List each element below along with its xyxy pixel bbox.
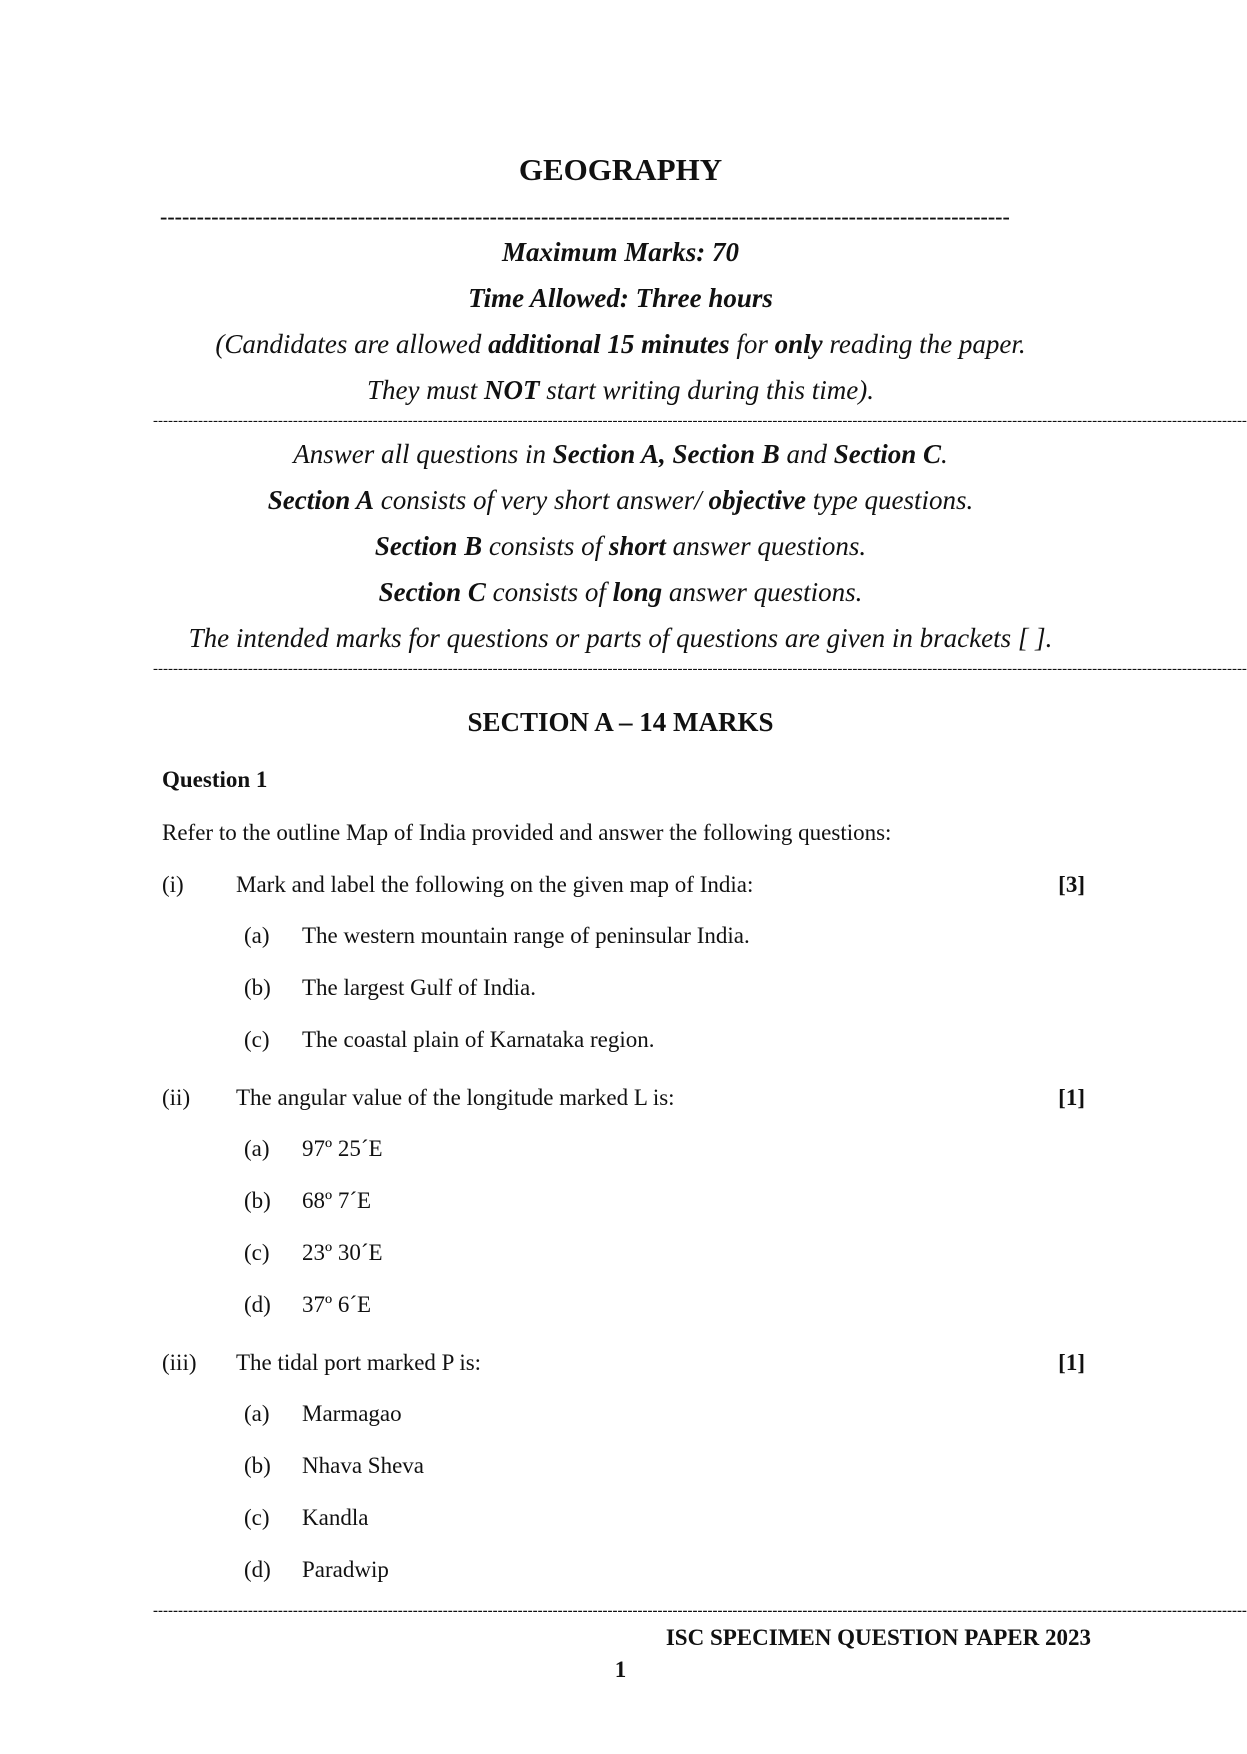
instruction-section-b [0, 528, 1241, 564]
reading-note-part: for [729, 329, 775, 359]
instruction-part: . [941, 439, 948, 469]
writing-note-part: They must [366, 375, 484, 405]
part-marks: [3] [1058, 872, 1085, 897]
option-label: (d) [244, 1292, 271, 1317]
instruction-part: consists of [485, 577, 613, 607]
option-text: Nhava Sheva [302, 1453, 424, 1478]
instruction-bold: Section A, Section B [552, 439, 780, 469]
option-text: 37º 6´E [302, 1292, 372, 1317]
instruction-section-c [0, 574, 1241, 610]
instruction-section-a [0, 482, 1241, 518]
option-label: (b) [244, 1453, 271, 1478]
option-text: 68º 7´E [302, 1188, 372, 1213]
option-label: (c) [244, 1505, 270, 1530]
instruction-part: type questions. [805, 485, 974, 515]
page-number: 1 [614, 1657, 627, 1682]
instruction-part: consists of very short answer/ [374, 485, 709, 515]
option-label: (a) [244, 923, 270, 948]
reading-note [0, 326, 1241, 362]
divider-thin-1: --------------------------------------------------------------------------------------------------------------------------------------------------------------------------------------------------------------------------- [153, 413, 1247, 429]
instruction-part: answer questions. [665, 531, 867, 561]
option-label: (c) [244, 1027, 270, 1052]
option-text: 97º 25´E [302, 1136, 383, 1161]
instruction-answer-all [0, 436, 1241, 472]
instruction-part: and [779, 439, 834, 469]
reading-note-part: (Candidates are allowed [215, 329, 489, 359]
instruction-bold: objective [708, 485, 806, 515]
instruction-bold: Section A [267, 485, 375, 515]
part-number: (ii) [162, 1085, 191, 1110]
option-label: (b) [244, 975, 271, 1000]
reading-note-part: reading the paper. [822, 329, 1026, 359]
option-text: The coastal plain of Karnataka region. [302, 1027, 655, 1052]
part-marks: [1] [1058, 1085, 1085, 1110]
part-text: The tidal port marked P is: [236, 1350, 482, 1375]
time-allowed: Time Allowed: Three hours [468, 283, 773, 313]
option-text: The largest Gulf of India. [302, 975, 536, 1000]
option-label: (b) [244, 1188, 271, 1213]
option-text: The western mountain range of peninsular India. [302, 923, 750, 948]
instruction-bold: Section B [374, 531, 483, 561]
divider-bold: -------------------------------------------------------------------------------------------------------------------- [160, 204, 1010, 229]
instruction-bold: Section C [833, 439, 942, 469]
writing-note-bold: NOT [483, 375, 540, 405]
writing-note [0, 372, 1241, 408]
option-label: (c) [244, 1240, 270, 1265]
instruction-marks-note: The intended marks for questions or parts of questions are given in brackets [ ]. [188, 623, 1053, 653]
part-text: The angular value of the longitude marked L is: [236, 1085, 675, 1110]
question-title: Question 1 [162, 767, 268, 792]
instruction-part: consists of [482, 531, 609, 561]
option-label: (a) [244, 1401, 270, 1426]
option-label: (a) [244, 1136, 270, 1161]
option-text: Marmagao [302, 1401, 402, 1426]
page-title: GEOGRAPHY [518, 152, 723, 187]
instruction-part: Answer all questions in [293, 439, 553, 469]
footer-paper-name: ISC SPECIMEN QUESTION PAPER 2023 [665, 1625, 1091, 1650]
option-text: Paradwip [302, 1557, 389, 1582]
writing-note-part: start writing during this time). [539, 375, 875, 405]
option-text: 23º 30´E [302, 1240, 383, 1265]
instruction-bold: short [608, 531, 666, 561]
option-text: Kandla [302, 1505, 369, 1530]
part-marks: [1] [1058, 1350, 1085, 1375]
reading-note-bold: additional 15 minutes [488, 329, 730, 359]
instruction-part: answer questions. [662, 577, 863, 607]
question-intro: Refer to the outline Map of India provided and answer the following questions: [162, 820, 892, 845]
instruction-bold: Section C [378, 577, 486, 607]
reading-note-bold: only [774, 329, 823, 359]
part-number: (i) [162, 872, 184, 897]
option-label: (d) [244, 1557, 271, 1582]
part-text: Mark and label the following on the given map of India: [236, 872, 754, 897]
max-marks: Maximum Marks: 70 [501, 237, 740, 267]
divider-footer: --------------------------------------------------------------------------------------------------------------------------------------------------------------------------------------------------------------------------- [153, 1603, 1247, 1619]
part-number: (iii) [162, 1350, 197, 1375]
divider-thin-2: --------------------------------------------------------------------------------------------------------------------------------------------------------------------------------------------------------------------------- [153, 661, 1247, 677]
section-title: SECTION A – 14 MARKS [467, 707, 774, 737]
instruction-bold: long [612, 577, 663, 607]
